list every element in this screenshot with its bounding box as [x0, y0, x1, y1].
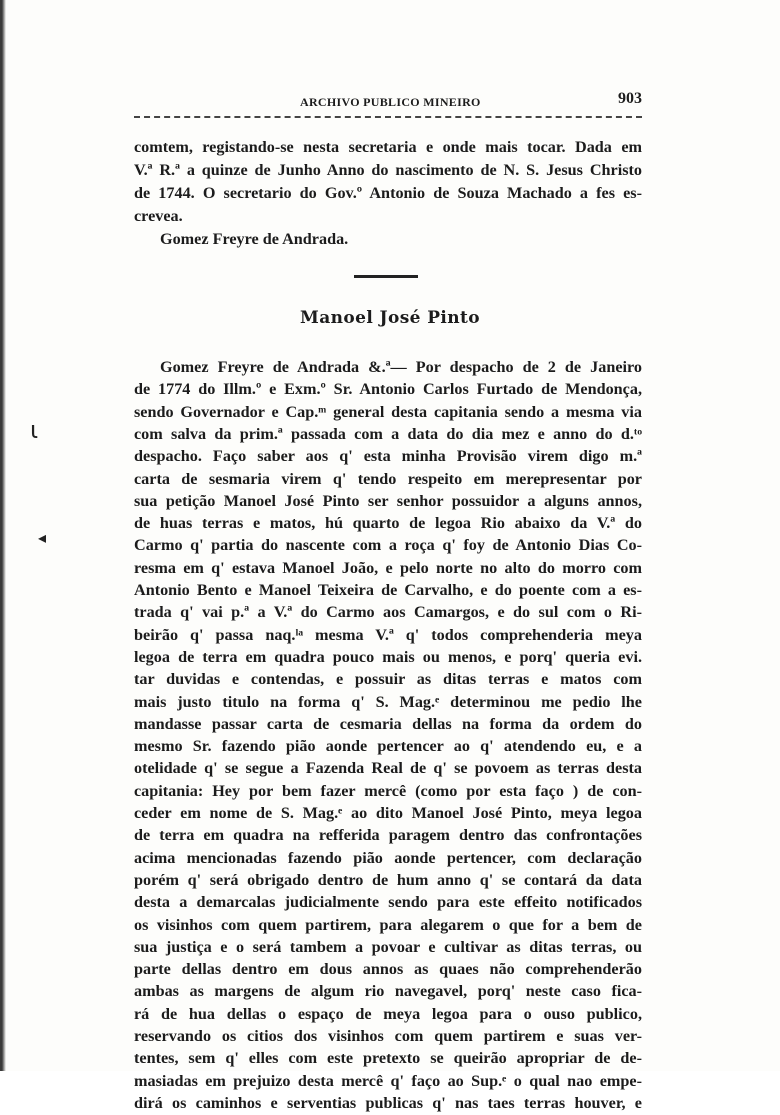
body-line: de 1774 do Illm.º e Exm.º Sr. Antonio Carlos Furtado de Mendonça,	[134, 380, 642, 399]
body-line: mandasse passar carta de cesmaria dellas na forma da ordem do	[134, 714, 642, 733]
body-line: Carmo q' partia do nascente com a roça q' foy de Antonio Dias Co-	[134, 536, 642, 555]
body-line: sendo Governador e Cap.ᵐ general desta capitania sendo a mesma via	[134, 402, 642, 421]
body-line: de terra em quadra na refferida paragem dentro das confrontações	[134, 826, 642, 845]
body-line: acima mencionadas fazendo pião aonde pertencer, com declaração	[134, 848, 642, 867]
intro-line: V.ª R.ª a quinze de Junho Anno do nascimento de N. S. Jesus Christo	[134, 161, 642, 179]
body-line: resma em q' estava Manoel João, e pelo norte no alto do morro com	[134, 558, 642, 577]
page-binding-edge	[0, 0, 6, 1071]
body-line: carta de sesmaria virem q' tendo respeito em merepresentar por	[134, 469, 642, 488]
body-line: Gomez Freyre de Andrada &.ª— Por despacho de 2 de Janeiro	[160, 358, 642, 376]
body-line: com salva da prim.ª passada com a data do dia mez e anno do d.ᵗᵒ	[134, 424, 642, 443]
intro-line: de 1744. O secretario do Gov.º Antonio de Souza Machado a fes es-	[134, 184, 642, 202]
body-line: otelidade q' se segue a Fazenda Real de q' se povoem as terras desta	[134, 759, 642, 778]
body-line: masiadas em prejuizo desta mercê q' faço ao Sup.ᵉ o qual nao empe-	[134, 1071, 642, 1090]
pointer-mark-icon: ◂	[38, 528, 47, 547]
section-divider	[354, 275, 418, 278]
body-line: de huas terras e matos, hú quarto de legoa Rio abaixo da V.ª do	[134, 514, 642, 533]
page-header	[134, 90, 642, 118]
body-line: parte dellas dentro em dous annos as quaes não comprehenderão	[134, 960, 642, 979]
section-title: Manoel José Pinto	[299, 308, 480, 328]
signature: Gomez Freyre de Andrada.	[160, 230, 349, 248]
body-line: rá de hua dellas o espaço de meya legoa para o ouso publico,	[134, 1004, 642, 1023]
page-number: 903	[618, 90, 642, 107]
body-line: desta a demarcalas judicialmente sendo para este effeito notificados	[134, 893, 642, 912]
body-line: tar duvidas e contendas, e possuir as ditas terras e matos com	[134, 670, 642, 689]
intro-line: crevea.	[134, 207, 183, 225]
body-line: beirão q' passa naq.ˡᵃ mesma V.ª q' todos comprehenderia meya	[134, 625, 642, 644]
body-line: despacho. Faço saber aos q' esta minha Provisão virem digo m.ª	[134, 447, 642, 466]
body-line: reservando os citios dos visinhos com quem partirem e suas ver-	[134, 1027, 642, 1045]
intro-line: comtem, registando-se nesta secretaria e onde mais tocar. Dada em	[134, 138, 642, 156]
body-line: sua justiça e o será tambem a povoar e cultivar as ditas terras, ou	[134, 937, 642, 956]
body-line: legoa de terra em quadra pouco mais ou menos, e porq' queria evi.	[134, 647, 642, 666]
body-line: dirá os caminhos e serventias publicas q' nas taes terras houver, e	[134, 1093, 642, 1112]
body-line: Antonio Bento e Manoel Teixeira de Carvalho, e do poente com a es-	[134, 581, 642, 599]
body-line: ambas as margens de algum rio navegavel, porq' neste caso fica-	[134, 982, 642, 1001]
body-line: capitania: Hey por bem fazer mercê (como por esta faço ) de con-	[134, 781, 642, 800]
body-line: ceder em nome de S. Mag.ᵉ ao dito Manoel José Pinto, meya legoa	[134, 804, 642, 822]
margin-mark-icon: ɩ	[30, 416, 39, 444]
running-head: ARCHIVO PUBLICO MINEIRO	[300, 95, 481, 109]
body-line: os visinhos com quem partirem, para alegarem o que for a bem de	[134, 915, 642, 934]
body-line: porém q' será obrigado dentro de hum anno q' se contará da data	[134, 870, 642, 889]
body-line: tentes, sem q' elles com este pretexto se queirão apropriar de de-	[134, 1049, 642, 1068]
body-line: trada q' vai p.ª a V.ª do Carmo aos Camargos, e do sul com o Ri-	[134, 603, 642, 622]
body-line: sua petição Manoel José Pinto ser senhor possuidor a alguns annos,	[134, 491, 642, 510]
body-line: mais justo titulo na forma q' S. Mag.ᵉ determinou me pedio lhe	[134, 692, 642, 711]
body-line: mesmo Sr. fazendo pião aonde pertencer ao q' atendendo eu, e a	[134, 737, 642, 756]
